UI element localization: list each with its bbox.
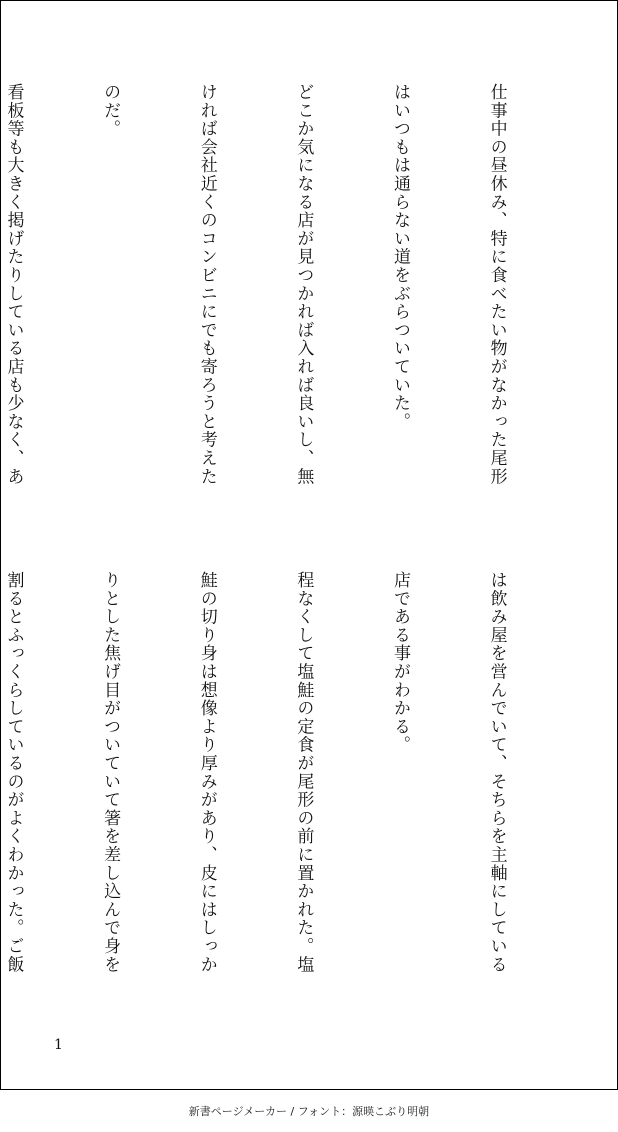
- footer-credit: 新書ページメーカー / フォント：源暎こぶり明朝: [188, 1105, 430, 1118]
- text-line: 店である事がわかる。: [389, 571, 410, 754]
- text-line: 割るとふっくらしているのがよくわかった。ご飯: [3, 571, 24, 974]
- text-line: ければ会社近くのコンビニにでも寄ろうと考えた: [196, 83, 217, 486]
- text-line: は飲み屋を営んでいて、そちらを主軸にしている: [486, 571, 507, 974]
- text-line: りとした焦げ目がついていて箸を差し込んで身を: [100, 571, 121, 974]
- text-line: 看板等も大きく掲げたりしている店も少なく、あ: [3, 83, 24, 486]
- text-line: のだ。: [100, 83, 121, 138]
- text-line: 程なくして塩鮭の定食が尾形の前に置かれた。塩: [293, 571, 314, 974]
- page-number: 1: [54, 1037, 63, 1053]
- text-block-bottom: [3, 571, 577, 1011]
- text-block-top: [3, 83, 577, 523]
- text-line: 仕事中の昼休み、特に食べたい物がなかった尾形: [486, 83, 507, 486]
- text-line: 鮭の切り身は想像より厚みがあり、皮にはしっか: [196, 571, 217, 974]
- text-line: どこか気になる店が見つかれば入れば良いし、無: [293, 83, 314, 486]
- text-line: はいつもは通らない道をぶらついていた。: [389, 83, 410, 431]
